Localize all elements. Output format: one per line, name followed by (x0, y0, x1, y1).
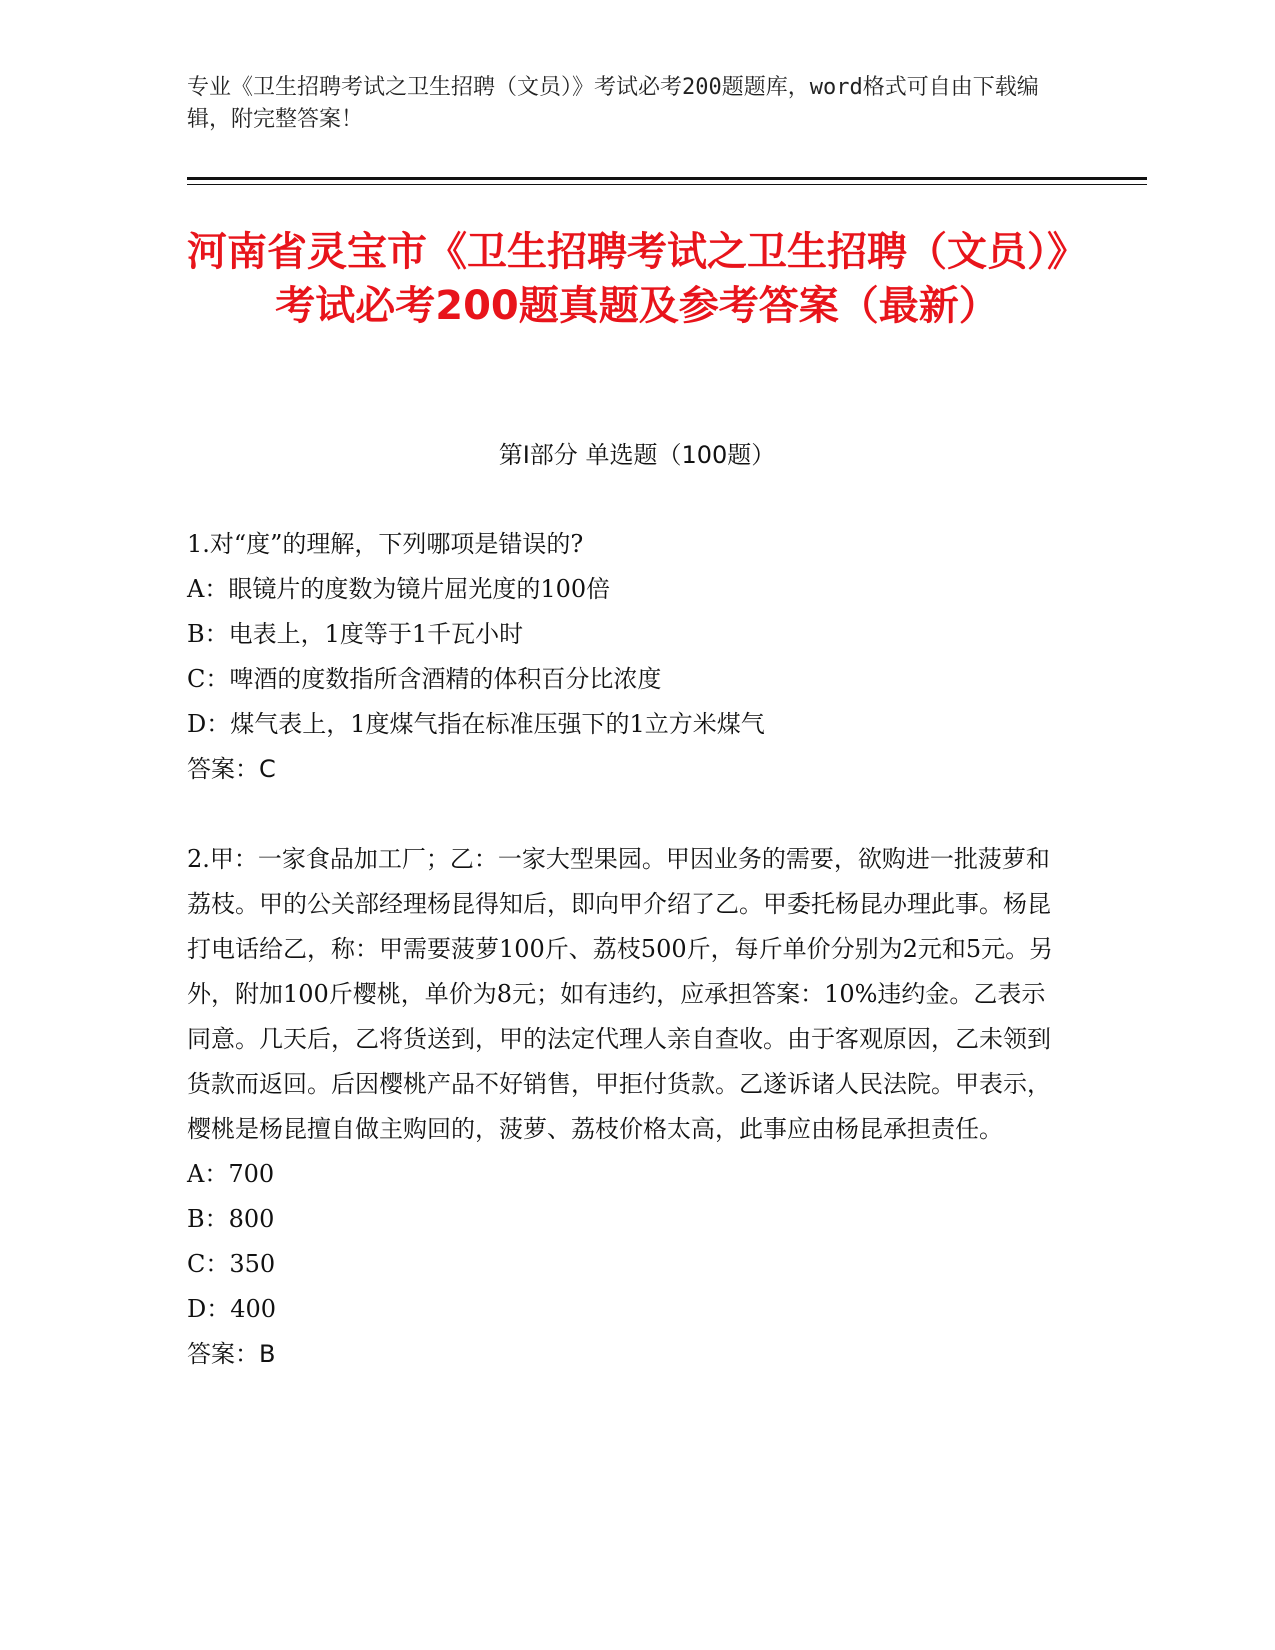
question-1 (187, 522, 1067, 792)
question-stem: 1.对“度”的理解，下列哪项是错误的? (187, 530, 584, 558)
option-d: D：400 (187, 1295, 277, 1323)
answer: 答案：C (187, 755, 276, 783)
option-a: A：700 (187, 1160, 275, 1188)
option-b: B：800 (187, 1205, 275, 1233)
option-c: C：啤酒的度数指所含酒精的体积百分比浓度 (187, 665, 662, 693)
header-note: 专业《卫生招聘考试之卫生招聘（文员）》考试必考200题题库，word格式可自由下载编辑，附完整答案！ (187, 75, 1039, 132)
option-d: D：煤气表上，1度煤气指在标准压强下的1立方米煤气 (187, 710, 765, 738)
header-rule-thick (187, 177, 1147, 180)
answer: 答案：B (187, 1340, 276, 1368)
option-a: A：眼镜片的度数为镜片屈光度的100倍 (187, 575, 611, 603)
option-c: C：350 (187, 1250, 276, 1278)
document-title: 河南省灵宝市《卫生招聘考试之卫生招聘（文员）》考试必考200题真题及参考答案（最新） (187, 229, 1087, 329)
option-b: B：电表上，1度等于1千瓦小时 (187, 620, 524, 648)
question-stem: 2.甲：一家食品加工厂；乙：一家大型果园。甲因业务的需要，欲购进一批菠萝和荔枝。甲的公关部经理杨昆得知后，即向甲介绍了乙。甲委托杨昆办理此事。杨昆打电话给乙，称：甲需要菠萝100斤、荔枝500斤，每斤单价分别为2元和5元。另外，附加100斤樱桃，单价为8元；如有违约，应承担答案：10%违约金。乙表示同意。几天后，乙将货送到，甲的法定代理人亲自查收。由于客观原因，乙未领到货款而返回。后因樱桃产品不好销售，甲拒付货款。乙遂诉诸人民法院。甲表示，樱桃是杨昆擅自做主购回的，菠萝、荔枝价格太高，此事应由杨昆承担责任。 (187, 845, 1054, 1143)
header-rule-thin (187, 184, 1147, 185)
question-2 (187, 837, 1067, 1377)
section-heading: 第Ⅰ部分 单选题（100题） (498, 441, 776, 469)
